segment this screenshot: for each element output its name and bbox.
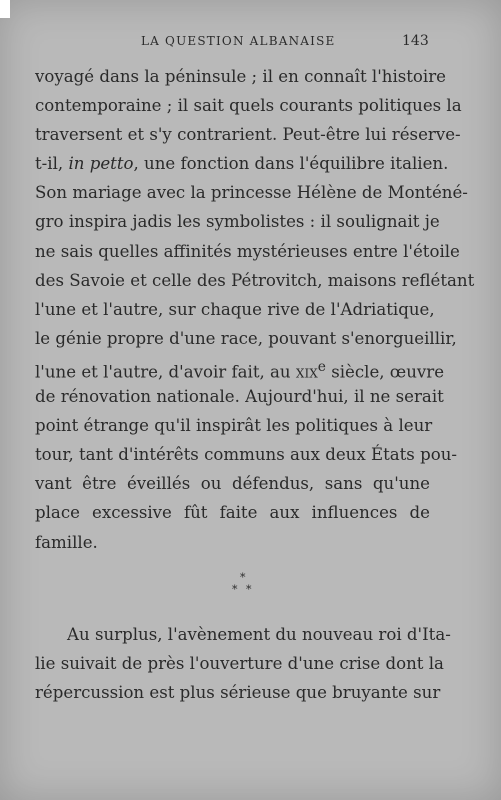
page-number: 143	[402, 33, 429, 49]
text-line-composite	[35, 149, 449, 178]
text-line: point étrange qu'il inspirât les politiques à leur	[35, 416, 433, 436]
text-line: place excessive fût faite aux influences de	[35, 503, 430, 523]
text-line: le génie propre d'une race, pouvant s'enorgueillir,	[35, 328, 457, 348]
text-line: des Savoie et celle des Pétrovitch, maisons reflétant	[35, 270, 475, 290]
text-line: voyagé dans la péninsule ; il en connaît l'histoire	[35, 67, 446, 86]
text-line: gro inspira jadis les symbolistes : il soulignait je	[35, 212, 440, 232]
text-fragment: t-il,	[35, 154, 64, 174]
text-line: Au surplus, l'avènement du nouveau roi d'Ita-	[67, 625, 451, 644]
text-line: répercussion est plus sérieuse que bruyante sur	[35, 683, 441, 703]
paragraph-1	[35, 62, 475, 557]
asterism-star: *	[246, 583, 252, 596]
paragraph-2	[35, 620, 451, 707]
text-line-composite	[35, 353, 445, 382]
italic-phrase: in petto	[68, 154, 134, 174]
text-line: de rénovation nationale. Aujourd'hui, il ne serait	[35, 387, 444, 407]
text-line: traversent et s'y contrarient. Peut-être lui réserve-	[35, 125, 461, 145]
text-fragment: l'une et l'autre, d'avoir fait, au	[35, 362, 291, 382]
text-line: contemporaine ; il sait quels courants politiques la	[35, 96, 462, 116]
text-fragment: , une fonction dans l'équilibre italien.	[133, 154, 449, 174]
text-line: l'une et l'autre, sur chaque rive de l'Adriatique,	[35, 299, 435, 319]
text-line: famille.	[35, 532, 98, 552]
text-line: vant être éveillés ou défendus, sans qu'une	[35, 474, 430, 494]
scan-corner-mark	[0, 0, 10, 18]
asterism-star: *	[232, 583, 238, 596]
century-superscript: e	[317, 358, 326, 375]
running-title: LA QUESTION ALBANAISE	[141, 34, 336, 48]
asterism-star: *	[240, 571, 246, 584]
text-line: tour, tant d'intérêts communs aux deux États pou-	[35, 445, 458, 465]
century-numeral: xix	[295, 362, 318, 382]
text-line: lie suivait de près l'ouverture d'une crise dont la	[35, 654, 444, 674]
asterism-separator	[0, 572, 501, 602]
text-fragment: siècle, œuvre	[325, 362, 445, 382]
page-header	[0, 34, 501, 54]
text-line: Son mariage avec la princesse Hélène de Monténé-	[35, 183, 468, 203]
text-line: ne sais quelles affinités mystérieuses entre l'étoile	[35, 241, 460, 261]
